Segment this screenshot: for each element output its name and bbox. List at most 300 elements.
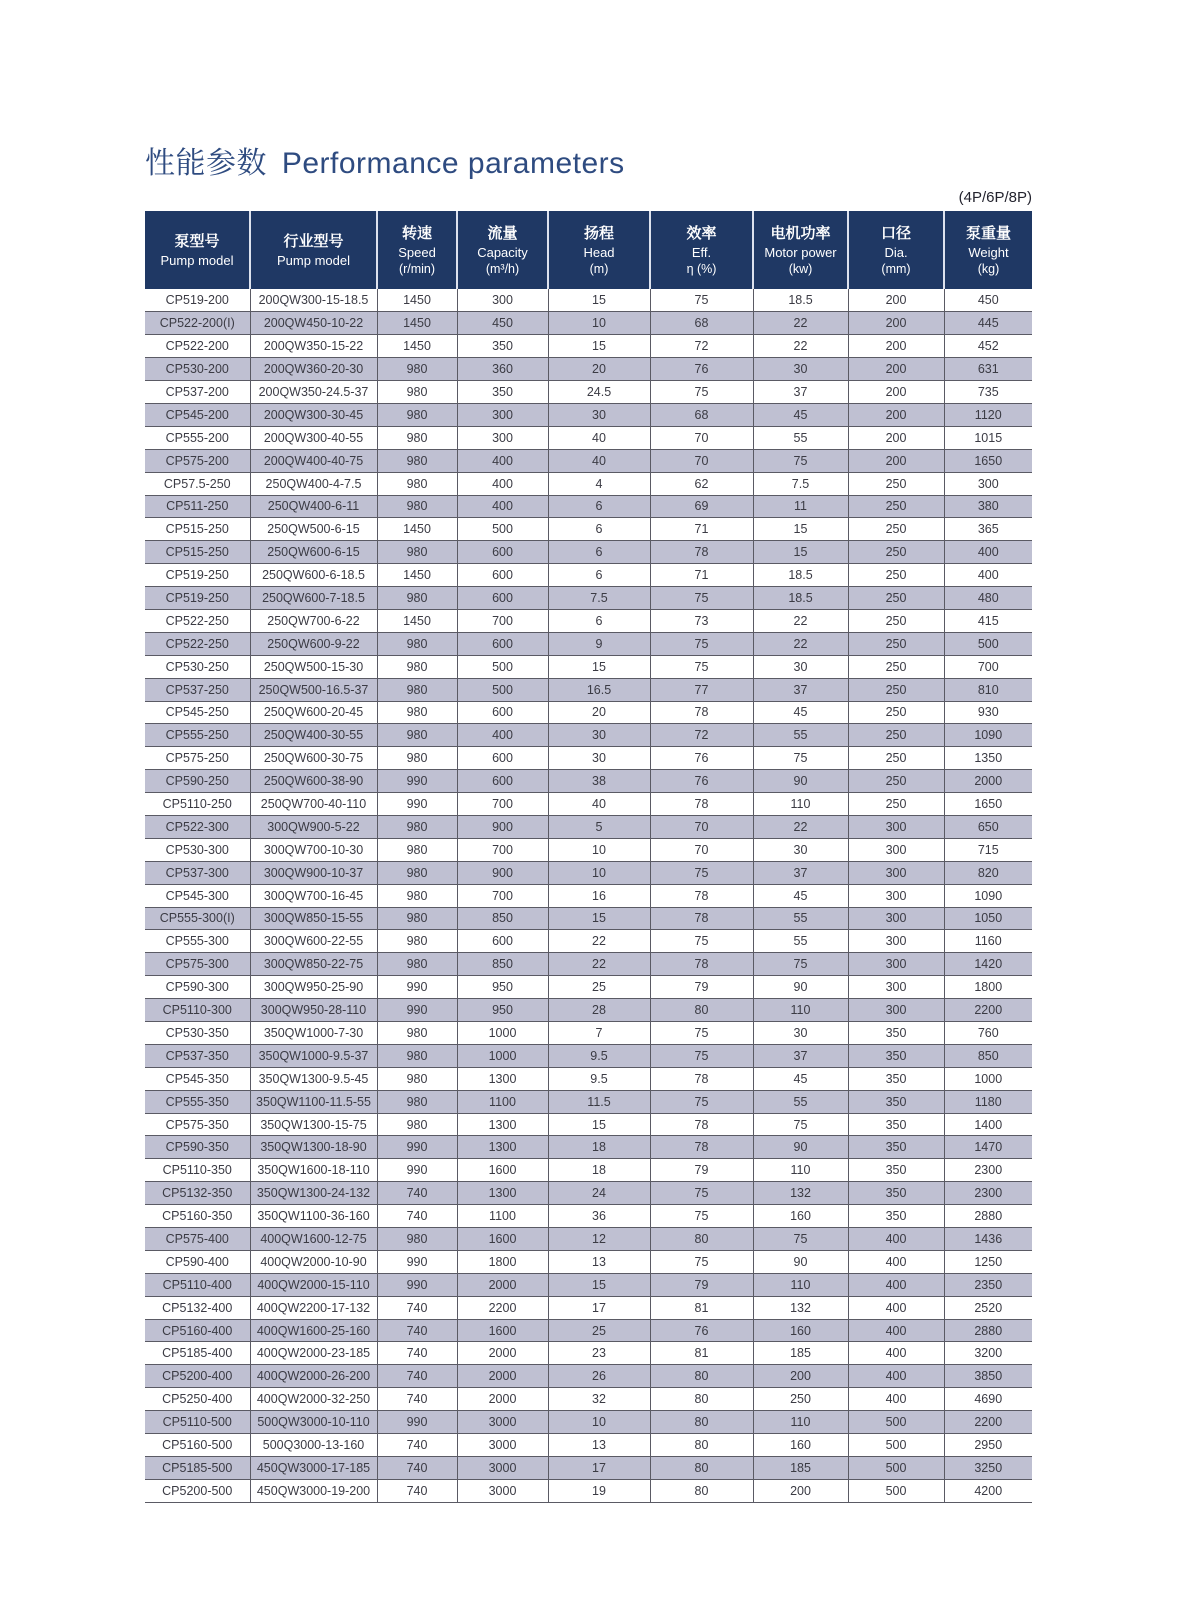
- table-cell: 6: [548, 564, 650, 587]
- table-cell: 71: [650, 564, 753, 587]
- table-cell: 980: [377, 358, 457, 381]
- table-cell: CP511-250: [145, 495, 250, 518]
- table-cell: 740: [377, 1205, 457, 1228]
- table-cell: 200QW350-24.5-37: [250, 381, 377, 404]
- table-cell: CP575-200: [145, 449, 250, 472]
- table-cell: 600: [457, 930, 548, 953]
- table-cell: 1250: [944, 1250, 1032, 1273]
- table-cell: 15: [548, 335, 650, 358]
- table-cell: 72: [650, 335, 753, 358]
- table-cell: 1450: [377, 609, 457, 632]
- table-cell: 200: [753, 1479, 848, 1502]
- table-cell: 1160: [944, 930, 1032, 953]
- table-cell: 78: [650, 793, 753, 816]
- table-cell: 250: [848, 724, 944, 747]
- table-cell: 73: [650, 609, 753, 632]
- table-cell: 78: [650, 884, 753, 907]
- table-cell: 1050: [944, 907, 1032, 930]
- table-cell: 250: [753, 1388, 848, 1411]
- table-cell: 250QW700-6-22: [250, 609, 377, 632]
- table-row: [145, 1159, 1032, 1182]
- table-cell: 400QW1600-25-160: [250, 1319, 377, 1342]
- column-header: [377, 211, 457, 289]
- table-cell: CP530-200: [145, 358, 250, 381]
- table-cell: 40: [548, 426, 650, 449]
- table-cell: 10: [548, 861, 650, 884]
- column-header-zh: 泵重量: [965, 224, 1011, 242]
- table-cell: 250QW600-9-22: [250, 632, 377, 655]
- table-cell: CP522-200(I): [145, 312, 250, 335]
- table-cell: 500: [848, 1411, 944, 1434]
- table-row: [145, 1296, 1032, 1319]
- table-row: [145, 449, 1032, 472]
- table-cell: 500: [848, 1434, 944, 1457]
- table-cell: 735: [944, 381, 1032, 404]
- table-cell: CP545-350: [145, 1067, 250, 1090]
- table-cell: 24.5: [548, 381, 650, 404]
- table-cell: 300: [457, 403, 548, 426]
- table-cell: 740: [377, 1479, 457, 1502]
- table-cell: 1450: [377, 312, 457, 335]
- table-row: [145, 518, 1032, 541]
- table-cell: CP530-350: [145, 1022, 250, 1045]
- table-cell: 28: [548, 999, 650, 1022]
- table-cell: 55: [753, 907, 848, 930]
- table-cell: 1120: [944, 403, 1032, 426]
- table-cell: CP5160-350: [145, 1205, 250, 1228]
- table-cell: 2950: [944, 1434, 1032, 1457]
- table-cell: 500QW3000-10-110: [250, 1411, 377, 1434]
- table-cell: 3200: [944, 1342, 1032, 1365]
- table-cell: 740: [377, 1365, 457, 1388]
- table-cell: 11.5: [548, 1090, 650, 1113]
- column-header-unit: (m): [589, 261, 609, 276]
- table-cell: 400: [944, 541, 1032, 564]
- table-cell: 380: [944, 495, 1032, 518]
- table-body: [145, 289, 1032, 1502]
- table-cell: 2300: [944, 1159, 1032, 1182]
- table-row: [145, 1411, 1032, 1434]
- table-cell: 350: [848, 1205, 944, 1228]
- table-cell: CP5110-300: [145, 999, 250, 1022]
- table-cell: 500: [944, 632, 1032, 655]
- table-cell: 75: [753, 449, 848, 472]
- table-cell: 24: [548, 1182, 650, 1205]
- table-cell: 75: [650, 632, 753, 655]
- table-cell: CP5160-400: [145, 1319, 250, 1342]
- table-cell: 980: [377, 1228, 457, 1251]
- table-cell: 500: [457, 655, 548, 678]
- table-cell: 75: [650, 1205, 753, 1228]
- table-cell: 990: [377, 1159, 457, 1182]
- table-row: [145, 1456, 1032, 1479]
- table-row: [145, 1090, 1032, 1113]
- table-cell: 980: [377, 953, 457, 976]
- table-cell: 9.5: [548, 1044, 650, 1067]
- table-row: [145, 930, 1032, 953]
- column-header-unit: η (%): [686, 261, 717, 276]
- table-cell: 900: [457, 815, 548, 838]
- table-cell: 36: [548, 1205, 650, 1228]
- table-cell: CP5200-500: [145, 1479, 250, 1502]
- table-cell: 820: [944, 861, 1032, 884]
- table-cell: 45: [753, 701, 848, 724]
- table-cell: 250QW600-20-45: [250, 701, 377, 724]
- table-cell: 980: [377, 403, 457, 426]
- table-cell: 81: [650, 1342, 753, 1365]
- table-cell: 7: [548, 1022, 650, 1045]
- table-cell: 980: [377, 815, 457, 838]
- table-cell: 110: [753, 999, 848, 1022]
- table-cell: 30: [548, 747, 650, 770]
- table-cell: 400: [457, 724, 548, 747]
- table-cell: 1100: [457, 1205, 548, 1228]
- column-header-unit: (m³/h): [485, 261, 520, 276]
- table-row: [145, 335, 1032, 358]
- table-cell: 2300: [944, 1182, 1032, 1205]
- table-cell: 68: [650, 312, 753, 335]
- table-cell: 15: [548, 1113, 650, 1136]
- table-cell: CP5250-400: [145, 1388, 250, 1411]
- table-cell: 78: [650, 953, 753, 976]
- table-cell: 75: [650, 1182, 753, 1205]
- table-cell: 55: [753, 426, 848, 449]
- table-cell: 1180: [944, 1090, 1032, 1113]
- table-cell: 19: [548, 1479, 650, 1502]
- table-cell: 37: [753, 678, 848, 701]
- table-cell: 350: [848, 1022, 944, 1045]
- table-row: [145, 472, 1032, 495]
- table-cell: 350QW1300-15-75: [250, 1113, 377, 1136]
- table-cell: 45: [753, 403, 848, 426]
- table-cell: CP5110-250: [145, 793, 250, 816]
- table-cell: 980: [377, 587, 457, 610]
- table-cell: 1015: [944, 426, 1032, 449]
- table-cell: 631: [944, 358, 1032, 381]
- table-cell: 400QW2000-23-185: [250, 1342, 377, 1365]
- table-cell: 740: [377, 1388, 457, 1411]
- table-cell: 400: [457, 472, 548, 495]
- table-row: [145, 907, 1032, 930]
- table-cell: 980: [377, 472, 457, 495]
- table-cell: CP522-200: [145, 335, 250, 358]
- column-header-en: Speed: [398, 244, 436, 260]
- table-cell: 850: [944, 1044, 1032, 1067]
- table-cell: 3850: [944, 1365, 1032, 1388]
- table-cell: 2000: [457, 1365, 548, 1388]
- table-cell: 160: [753, 1319, 848, 1342]
- table-cell: 78: [650, 907, 753, 930]
- table-cell: 110: [753, 793, 848, 816]
- table-cell: 300: [848, 976, 944, 999]
- table-cell: 200: [848, 403, 944, 426]
- table-cell: 78: [650, 1067, 753, 1090]
- table-cell: 980: [377, 747, 457, 770]
- table-cell: 300: [848, 999, 944, 1022]
- table-cell: 40: [548, 449, 650, 472]
- table-cell: 200: [848, 381, 944, 404]
- table-row: [145, 838, 1032, 861]
- table-cell: 500: [848, 1456, 944, 1479]
- table-cell: 200QW400-40-75: [250, 449, 377, 472]
- table-cell: 90: [753, 770, 848, 793]
- table-cell: 365: [944, 518, 1032, 541]
- table-cell: 600: [457, 632, 548, 655]
- table-cell: 350QW1000-7-30: [250, 1022, 377, 1045]
- table-cell: 1450: [377, 564, 457, 587]
- table-cell: 980: [377, 861, 457, 884]
- table-cell: 30: [753, 1022, 848, 1045]
- table-cell: 1000: [457, 1044, 548, 1067]
- table-cell: 740: [377, 1182, 457, 1205]
- table-cell: 2200: [944, 1411, 1032, 1434]
- table-cell: 980: [377, 495, 457, 518]
- table-cell: 78: [650, 701, 753, 724]
- page-title-zh: 性能参数: [145, 147, 267, 180]
- table-cell: CP519-250: [145, 564, 250, 587]
- table-cell: 55: [753, 930, 848, 953]
- table-cell: 500Q3000-13-160: [250, 1434, 377, 1457]
- table-cell: 132: [753, 1182, 848, 1205]
- table-cell: 990: [377, 976, 457, 999]
- table-cell: 75: [650, 1044, 753, 1067]
- table-cell: 300: [848, 930, 944, 953]
- table-row: [145, 678, 1032, 701]
- table-cell: 2200: [457, 1296, 548, 1319]
- table-cell: 250: [848, 472, 944, 495]
- table-cell: CP515-250: [145, 518, 250, 541]
- table-row: [145, 1136, 1032, 1159]
- table-cell: 75: [650, 1250, 753, 1273]
- table-cell: 250: [848, 564, 944, 587]
- table-cell: 400: [457, 449, 548, 472]
- table-cell: 740: [377, 1456, 457, 1479]
- table-cell: 75: [753, 747, 848, 770]
- table-cell: CP590-300: [145, 976, 250, 999]
- table-cell: 300: [457, 289, 548, 312]
- table-cell: 11: [753, 495, 848, 518]
- table-cell: 9.5: [548, 1067, 650, 1090]
- table-cell: CP5110-350: [145, 1159, 250, 1182]
- table-cell: 75: [753, 1113, 848, 1136]
- table-cell: 400QW1600-12-75: [250, 1228, 377, 1251]
- table-cell: 250QW500-6-15: [250, 518, 377, 541]
- table-cell: 950: [457, 976, 548, 999]
- table-cell: CP5132-350: [145, 1182, 250, 1205]
- table-cell: 300QW850-22-75: [250, 953, 377, 976]
- table-row: [145, 793, 1032, 816]
- table-cell: CP537-200: [145, 381, 250, 404]
- table-cell: 3000: [457, 1479, 548, 1502]
- table-cell: CP537-350: [145, 1044, 250, 1067]
- table-cell: 300: [848, 815, 944, 838]
- table-row: [145, 1250, 1032, 1273]
- table-cell: 990: [377, 999, 457, 1022]
- table-cell: 1000: [944, 1067, 1032, 1090]
- table-cell: 72: [650, 724, 753, 747]
- table-cell: 250QW400-30-55: [250, 724, 377, 747]
- table-cell: 1650: [944, 793, 1032, 816]
- table-cell: 300: [944, 472, 1032, 495]
- table-cell: 6: [548, 541, 650, 564]
- table-row: [145, 1388, 1032, 1411]
- table-cell: 480: [944, 587, 1032, 610]
- table-cell: 2000: [457, 1273, 548, 1296]
- table-cell: 1300: [457, 1067, 548, 1090]
- table-cell: CP5110-500: [145, 1411, 250, 1434]
- table-row: [145, 426, 1032, 449]
- table-cell: 250QW600-30-75: [250, 747, 377, 770]
- table-cell: 400: [848, 1365, 944, 1388]
- table-cell: 400: [848, 1228, 944, 1251]
- table-cell: 350QW1600-18-110: [250, 1159, 377, 1182]
- table-cell: 200QW350-15-22: [250, 335, 377, 358]
- table-header: [145, 211, 1032, 289]
- table-row: [145, 884, 1032, 907]
- table-row: [145, 976, 1032, 999]
- column-header-unit: (r/min): [398, 261, 436, 276]
- table-cell: 400QW2000-15-110: [250, 1273, 377, 1296]
- table-cell: CP555-350: [145, 1090, 250, 1113]
- table-cell: 400: [848, 1250, 944, 1273]
- column-header-zh: 泵型号: [174, 232, 220, 250]
- column-header-en: Pump model: [277, 252, 350, 268]
- table-cell: 6: [548, 609, 650, 632]
- table-cell: CP522-250: [145, 609, 250, 632]
- table-cell: 980: [377, 838, 457, 861]
- table-cell: CP530-250: [145, 655, 250, 678]
- table-cell: CP5132-400: [145, 1296, 250, 1319]
- table-cell: 500: [457, 678, 548, 701]
- table-cell: 300QW950-28-110: [250, 999, 377, 1022]
- table-cell: CP590-400: [145, 1250, 250, 1273]
- table-cell: 37: [753, 381, 848, 404]
- table-cell: 75: [650, 861, 753, 884]
- table-row: [145, 815, 1032, 838]
- table-cell: 850: [457, 953, 548, 976]
- table-cell: CP590-350: [145, 1136, 250, 1159]
- table-cell: 350QW1300-18-90: [250, 1136, 377, 1159]
- table-cell: 980: [377, 449, 457, 472]
- table-cell: 700: [457, 838, 548, 861]
- table-cell: 200QW360-20-30: [250, 358, 377, 381]
- table-row: [145, 541, 1032, 564]
- table-cell: 600: [457, 587, 548, 610]
- table-row: [145, 724, 1032, 747]
- column-header-en: Weight: [968, 244, 1009, 260]
- table-cell: 4: [548, 472, 650, 495]
- table-cell: CP555-300(I): [145, 907, 250, 930]
- table-cell: 350: [457, 335, 548, 358]
- table-row: [145, 747, 1032, 770]
- table-cell: 200: [848, 289, 944, 312]
- table-cell: 76: [650, 770, 753, 793]
- table-cell: 20: [548, 358, 650, 381]
- table-cell: 250QW600-6-15: [250, 541, 377, 564]
- column-header: [753, 211, 848, 289]
- table-row: [145, 1182, 1032, 1205]
- column-header-en: Capacity: [477, 244, 528, 260]
- table-row: [145, 1022, 1032, 1045]
- page-title: [145, 146, 1032, 182]
- table-cell: 990: [377, 1250, 457, 1273]
- table-cell: 400: [848, 1319, 944, 1342]
- table-cell: 18.5: [753, 587, 848, 610]
- table-cell: 350: [848, 1159, 944, 1182]
- table-cell: 250: [848, 701, 944, 724]
- table-cell: 300: [848, 838, 944, 861]
- table-cell: 300: [848, 907, 944, 930]
- table-cell: 1350: [944, 747, 1032, 770]
- table-cell: 350QW1000-9.5-37: [250, 1044, 377, 1067]
- table-row: [145, 1067, 1032, 1090]
- table-cell: 1090: [944, 884, 1032, 907]
- table-cell: 400: [848, 1388, 944, 1411]
- table-cell: 990: [377, 1136, 457, 1159]
- table-cell: 980: [377, 678, 457, 701]
- table-cell: 30: [753, 655, 848, 678]
- table-cell: 900: [457, 861, 548, 884]
- table-cell: 1420: [944, 953, 1032, 976]
- table-cell: 200QW300-15-18.5: [250, 289, 377, 312]
- table-cell: 400QW2000-32-250: [250, 1388, 377, 1411]
- table-cell: 740: [377, 1434, 457, 1457]
- table-cell: 250QW600-38-90: [250, 770, 377, 793]
- table-cell: 2000: [457, 1388, 548, 1411]
- table-cell: 250QW600-6-18.5: [250, 564, 377, 587]
- table-cell: 1800: [457, 1250, 548, 1273]
- table-cell: 13: [548, 1250, 650, 1273]
- table-cell: 200QW300-30-45: [250, 403, 377, 426]
- table-cell: 80: [650, 1479, 753, 1502]
- table-cell: 68: [650, 403, 753, 426]
- table-cell: 810: [944, 678, 1032, 701]
- table-cell: 80: [650, 1456, 753, 1479]
- table-row: [145, 312, 1032, 335]
- table-cell: 1450: [377, 518, 457, 541]
- table-cell: 300: [848, 884, 944, 907]
- table-row: [145, 289, 1032, 312]
- table-cell: 400QW2000-26-200: [250, 1365, 377, 1388]
- table-cell: 70: [650, 838, 753, 861]
- table-cell: 23: [548, 1342, 650, 1365]
- table-cell: 1450: [377, 335, 457, 358]
- table-cell: 78: [650, 1113, 753, 1136]
- table-cell: 980: [377, 930, 457, 953]
- table-row: [145, 1228, 1032, 1251]
- table-cell: 250QW600-7-18.5: [250, 587, 377, 610]
- table-cell: CP545-250: [145, 701, 250, 724]
- column-header-unit: (mm): [881, 261, 911, 276]
- table-cell: 200: [848, 312, 944, 335]
- column-header: [548, 211, 650, 289]
- table-cell: CP545-200: [145, 403, 250, 426]
- table-cell: 500: [457, 518, 548, 541]
- table-cell: 400: [848, 1296, 944, 1319]
- table-cell: 700: [944, 655, 1032, 678]
- table-cell: 79: [650, 1159, 753, 1182]
- table-cell: 3000: [457, 1456, 548, 1479]
- table-cell: 132: [753, 1296, 848, 1319]
- table-cell: 70: [650, 815, 753, 838]
- table-cell: 350QW1300-24-132: [250, 1182, 377, 1205]
- table-cell: 250QW500-16.5-37: [250, 678, 377, 701]
- table-cell: 18: [548, 1136, 650, 1159]
- table-row: [145, 358, 1032, 381]
- table-cell: 300: [457, 426, 548, 449]
- table-cell: 400QW2000-10-90: [250, 1250, 377, 1273]
- column-header-zh: 流量: [487, 224, 518, 242]
